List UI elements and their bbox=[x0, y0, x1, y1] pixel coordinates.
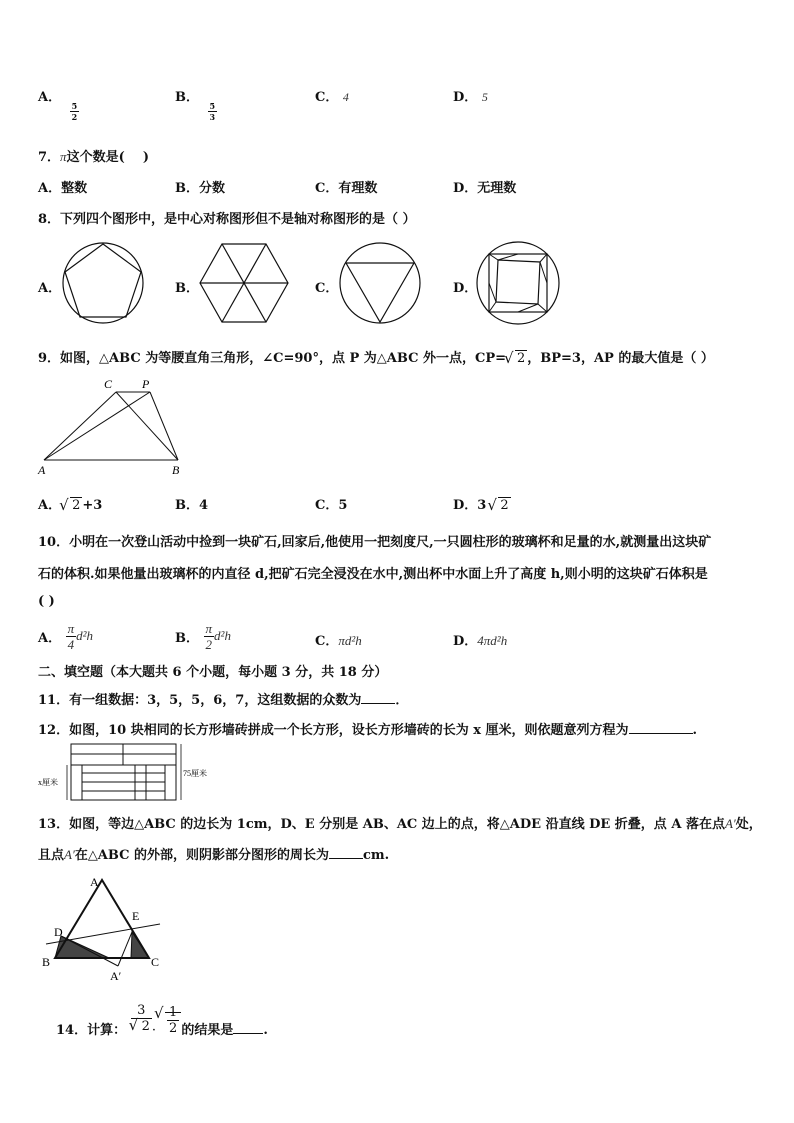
q13-answer-blank[interactable] bbox=[329, 858, 363, 859]
q14-stem: 14．计算： 3 √ 2 · √ $\frac{1}{2}$ 的结果是 . bbox=[56, 1004, 268, 1033]
q13-label-e: E bbox=[132, 909, 140, 923]
q9-option-a[interactable]: A．√ 2 +3 bbox=[38, 494, 102, 513]
q13-label-a: A bbox=[90, 875, 99, 889]
q11-stem: 11．有一组数据：3，5，5，6，7，这组数据的众数为 ． bbox=[38, 693, 409, 708]
q8-option-c[interactable]: C． bbox=[315, 281, 339, 296]
q6-option-d[interactable]: D． 5 bbox=[453, 90, 488, 105]
q8-option-a[interactable]: A． bbox=[38, 281, 62, 296]
q8-figure-a-pentagon-in-circle bbox=[60, 240, 150, 326]
q7-option-d[interactable]: D．无理数 bbox=[453, 181, 517, 196]
q9-sqrt: √ 2 bbox=[506, 351, 527, 366]
q13-label-d: D bbox=[54, 925, 63, 939]
q10-line2: 石的体积.如果他量出玻璃杯的内直径 d,把矿石完全浸没在水中,测出杯中水面上升了高度 h,则小明的这块矿石体积是 bbox=[38, 567, 708, 582]
q9-figure-triangle bbox=[38, 372, 188, 480]
q13-line2: 且点A′在△ABC 的外部，则阴影部分图形的周长为 cm. bbox=[38, 847, 390, 863]
q9-option-d[interactable]: D．3√ 2 bbox=[453, 494, 511, 513]
q9-option-b[interactable]: B．4 bbox=[175, 498, 209, 513]
q10-option-a[interactable]: A． $\frac{\pi}{4}$ d²h bbox=[38, 621, 94, 652]
q14-fraction-1: 3 √ 2 bbox=[131, 1004, 152, 1033]
q8-figure-d-square-pinwheel bbox=[474, 238, 564, 328]
q12-label-75: 75厘米 bbox=[183, 769, 207, 778]
q13-label-c: C bbox=[151, 955, 160, 969]
q8-figure-b-hexagon bbox=[198, 240, 290, 326]
section-2-heading: 二、填空题（本大题共 6 个小题，每小题 3 分，共 18 分） bbox=[38, 665, 388, 680]
q6-option-b[interactable]: B． $\frac{5}{3}$ bbox=[175, 90, 216, 122]
q9-stem: 9．如图，△ABC 为等腰直角三角形，∠C=90°，点 P 为△ABC 外一点，CP=√ 2 ，BP=3，AP 的最大值是（ ） bbox=[38, 347, 714, 366]
q9-option-c[interactable]: C．5 bbox=[315, 498, 348, 513]
q12-answer-blank[interactable] bbox=[629, 733, 693, 734]
q10-option-d[interactable]: D．4πd²h bbox=[453, 633, 508, 649]
q10-line3: ( ) bbox=[38, 594, 55, 609]
q7-stem: 7．π这个数是( ) bbox=[38, 149, 149, 165]
q6-option-a[interactable]: A． $\frac{5}{2}$ bbox=[38, 90, 78, 122]
q11-answer-blank[interactable] bbox=[361, 703, 395, 704]
q6-option-a-fraction: $\frac{5}{2}$ bbox=[71, 101, 78, 122]
q9-label-p: P bbox=[142, 377, 150, 391]
q13-figure-folded-triangle bbox=[38, 872, 168, 986]
q8-option-d[interactable]: D． bbox=[453, 281, 478, 296]
q14-sqrt-fraction: √ $\frac{1}{2}$ bbox=[156, 1006, 181, 1035]
q10-option-c[interactable]: C．πd²h bbox=[315, 633, 362, 649]
q12-figure-bricks bbox=[38, 740, 207, 804]
q9-label-b: B bbox=[172, 463, 180, 477]
q13-label-b: B bbox=[42, 955, 51, 969]
q8-stem: 8．下列四个图形中，是中心对称图形但不是轴对称图形的是（ ） bbox=[38, 212, 416, 227]
q6-option-b-fraction: $\frac{5}{3}$ bbox=[209, 101, 216, 122]
q6-option-c[interactable]: C． 4 bbox=[315, 90, 349, 105]
q7-option-a[interactable]: A．整数 bbox=[38, 181, 88, 196]
q12-label-x: x厘米 bbox=[38, 778, 58, 787]
q12-stem: 12．如图，10 块相同的长方形墙砖拼成一个长方形，设长方形墙砖的长为 x 厘米，则依题意列方程为 . bbox=[38, 723, 698, 738]
q10-option-b[interactable]: B． $\frac{\pi}{2}$ d²h bbox=[175, 621, 231, 652]
q8-option-b[interactable]: B． bbox=[175, 281, 199, 296]
q13-line1: 13．如图，等边△ABC 的边长为 1cm，D、E 分别是 AB、AC 边上的点，将△ADE 沿直线 DE 折叠，点 A 落在点A′处， bbox=[38, 816, 762, 832]
q14-answer-blank[interactable] bbox=[233, 1033, 263, 1034]
q9-label-a: A bbox=[38, 463, 46, 477]
q7-option-c[interactable]: C．有理数 bbox=[315, 181, 378, 196]
q10-line1: 10．小明在一次登山活动中捡到一块矿石,回家后,他使用一把刻度尺,一只圆柱形的玻璃杯和足量的水,就测量出这块矿 bbox=[38, 535, 712, 550]
q13-label-a-prime: A′ bbox=[110, 969, 122, 983]
q8-figure-c-triangle-in-circle bbox=[336, 240, 426, 326]
q9-label-c: C bbox=[104, 377, 113, 391]
q7-option-b[interactable]: B．分数 bbox=[175, 181, 225, 196]
